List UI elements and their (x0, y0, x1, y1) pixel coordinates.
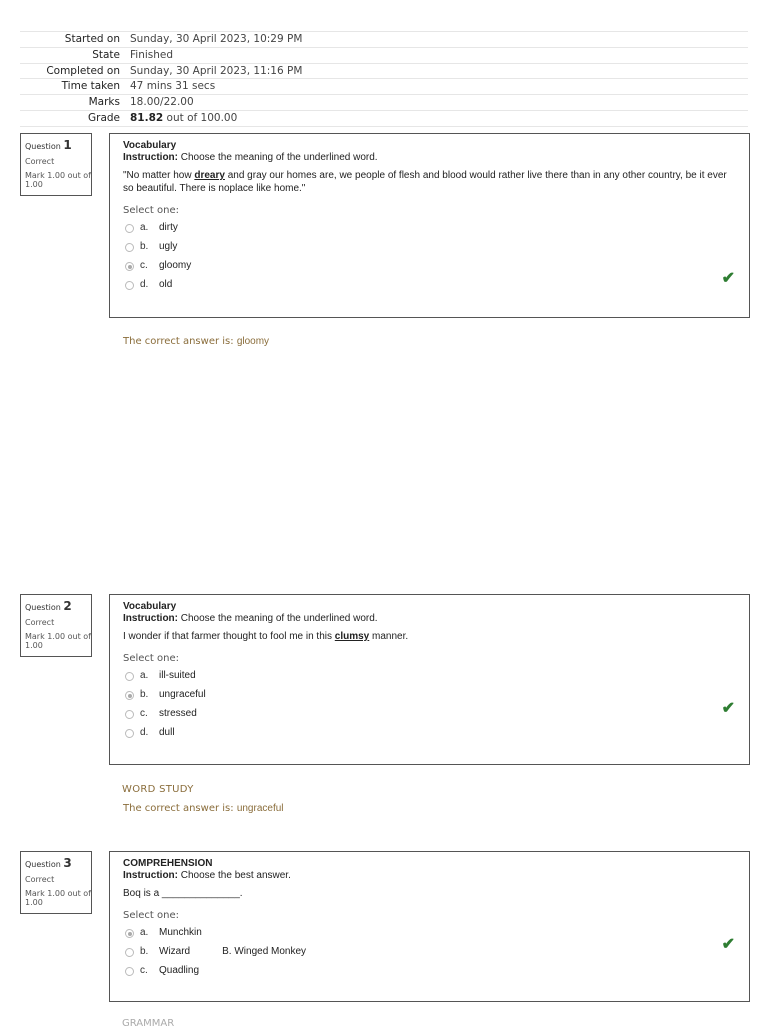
radio-button-selected[interactable] (125, 691, 134, 700)
instruction-text: Choose the best answer. (178, 870, 291, 881)
summary-label: Completed on (46, 64, 120, 77)
underlined-word: clumsy (334, 631, 370, 642)
question-instruction (123, 613, 736, 624)
option-letter: a. (140, 222, 149, 233)
radio-button[interactable] (125, 948, 134, 957)
summary-row-marks (20, 95, 748, 111)
feedback-answer: ungraceful (236, 803, 284, 814)
option-text: Wizard (159, 946, 191, 957)
summary-value: Sunday, 30 April 2023, 11:16 PM (130, 64, 303, 77)
summary-row-grade (20, 111, 748, 127)
correct-answer-feedback (123, 336, 269, 347)
summary-value: 47 mins 31 secs (130, 80, 216, 93)
question-state: Correct (25, 157, 55, 166)
question-text: Boq is a ______________. (123, 888, 243, 899)
summary-value: 18.00/22.00 (130, 96, 194, 109)
question-mark: Mark 1.00 out of 1.00 (25, 632, 91, 650)
question-text-part: manner. (369, 631, 409, 642)
grade-out-of: out of 100.00 (163, 111, 238, 124)
option-letter: a. (140, 927, 149, 938)
summary-value (120, 111, 237, 126)
question-info-3 (20, 851, 92, 914)
attempt-summary-table (20, 31, 748, 127)
option-letter: d. (140, 279, 149, 290)
question-title: Vocabulary (123, 601, 177, 612)
question-state: Correct (25, 875, 55, 884)
question-number-value: 3 (63, 856, 72, 870)
answer-option-c[interactable] (123, 704, 736, 723)
question-number-value: 2 (63, 599, 72, 613)
question-text-part: and gray our homes are, we people of flesh and blood would rather live there than in any other country, be it ever so beautiful. There is noplace like home." (123, 170, 727, 194)
radio-button-selected[interactable] (125, 929, 134, 938)
answer-option-a[interactable] (123, 218, 736, 237)
question-content-2 (109, 594, 750, 765)
summary-label: Time taken (61, 80, 120, 93)
answer-option-a[interactable] (123, 923, 736, 942)
option-text: old (159, 279, 173, 290)
summary-label: Marks (88, 96, 120, 109)
question-info-2 (20, 594, 92, 657)
option-text: ill-suited (159, 670, 196, 681)
instruction-label: Instruction: (123, 870, 178, 881)
option-letter: a. (140, 670, 149, 681)
answer-option-d[interactable] (123, 723, 736, 742)
feedback-answer: gloomy (236, 336, 270, 347)
radio-button-selected[interactable] (125, 262, 134, 271)
correct-check-icon: ✔ (721, 936, 735, 953)
radio-button[interactable] (125, 729, 134, 738)
question-content-1 (109, 133, 750, 318)
answer-option-a[interactable] (123, 666, 736, 685)
question-mark: Mark 1.00 out of 1.00 (25, 171, 91, 189)
correct-check-icon: ✔ (721, 270, 735, 287)
correct-check-icon: ✔ (721, 700, 735, 717)
option-text: dull (159, 727, 175, 738)
summary-label: Grade (87, 111, 120, 124)
option-text: ungraceful (159, 689, 206, 700)
option-letter: c. (140, 708, 148, 719)
feedback-prefix: The correct answer is: (123, 336, 237, 347)
question-number-value: 1 (63, 138, 72, 152)
option-text: Munchkin (159, 927, 202, 938)
question-title: COMPREHENSION (123, 858, 213, 869)
answer-option-d[interactable] (123, 275, 736, 294)
option-letter: d. (140, 727, 149, 738)
answer-option-b[interactable] (123, 942, 736, 961)
grade-score: 81.82 (130, 111, 164, 124)
question-text-part: I wonder if that farmer thought to fool me in this (123, 631, 335, 642)
option-text: Quadling (159, 965, 200, 976)
question-text (123, 630, 736, 643)
answer-option-c[interactable] (123, 256, 736, 275)
option-extra-text: B. Winged Monkey (222, 946, 307, 957)
summary-row-state (20, 48, 748, 64)
question-instruction (123, 152, 736, 163)
question-info-1 (20, 133, 92, 196)
summary-label: Started on (64, 33, 120, 45)
question-text (123, 169, 736, 195)
summary-row-completed (20, 64, 748, 80)
question-text-part: "No matter how (123, 170, 195, 181)
question-instruction (123, 870, 736, 881)
radio-button[interactable] (125, 281, 134, 290)
underlined-word: dreary (194, 170, 225, 181)
instruction-text: Choose the meaning of the underlined word. (178, 152, 378, 163)
question-title: Vocabulary (123, 140, 177, 151)
radio-button[interactable] (125, 224, 134, 233)
option-text: ugly (159, 241, 178, 252)
feedback-prefix: The correct answer is: (123, 803, 237, 814)
instruction-text: Choose the meaning of the underlined word. (178, 613, 378, 624)
option-letter: b. (140, 946, 149, 957)
option-letter: b. (140, 241, 149, 252)
option-text: stressed (159, 708, 197, 719)
instruction-label: Instruction: (123, 613, 178, 624)
option-letter: c. (140, 965, 148, 976)
question-number (25, 599, 91, 613)
radio-button[interactable] (125, 710, 134, 719)
answer-option-b[interactable] (123, 237, 736, 256)
option-letter: b. (140, 689, 149, 700)
question-label: Question (25, 603, 61, 612)
summary-label: State (92, 48, 120, 61)
question-content-3 (109, 851, 750, 1002)
radio-button[interactable] (125, 672, 134, 681)
question-label: Question (25, 860, 61, 869)
select-one-label: Select one: (123, 205, 180, 216)
correct-answer-feedback (123, 803, 284, 814)
next-section-heading: GRAMMAR (122, 1018, 175, 1029)
answer-option-b[interactable] (123, 685, 736, 704)
radio-button[interactable] (125, 967, 134, 976)
summary-row-started (20, 32, 748, 48)
select-one-label: Select one: (123, 910, 180, 921)
instruction-label: Instruction: (123, 152, 178, 163)
summary-value: Finished (130, 48, 174, 61)
select-one-label: Select one: (123, 653, 180, 664)
question-number (25, 138, 91, 152)
general-feedback: WORD STUDY (122, 784, 194, 795)
question-mark: Mark 1.00 out of 1.00 (25, 889, 91, 907)
answer-option-c[interactable] (123, 961, 736, 980)
question-label: Question (25, 142, 61, 151)
summary-row-time-taken (20, 79, 748, 95)
question-state: Correct (25, 618, 55, 627)
option-text: dirty (159, 222, 178, 233)
radio-button[interactable] (125, 243, 134, 252)
option-letter: c. (140, 260, 148, 271)
question-number (25, 856, 91, 870)
summary-value: Sunday, 30 April 2023, 10:29 PM (130, 33, 303, 45)
option-text: gloomy (159, 260, 192, 271)
